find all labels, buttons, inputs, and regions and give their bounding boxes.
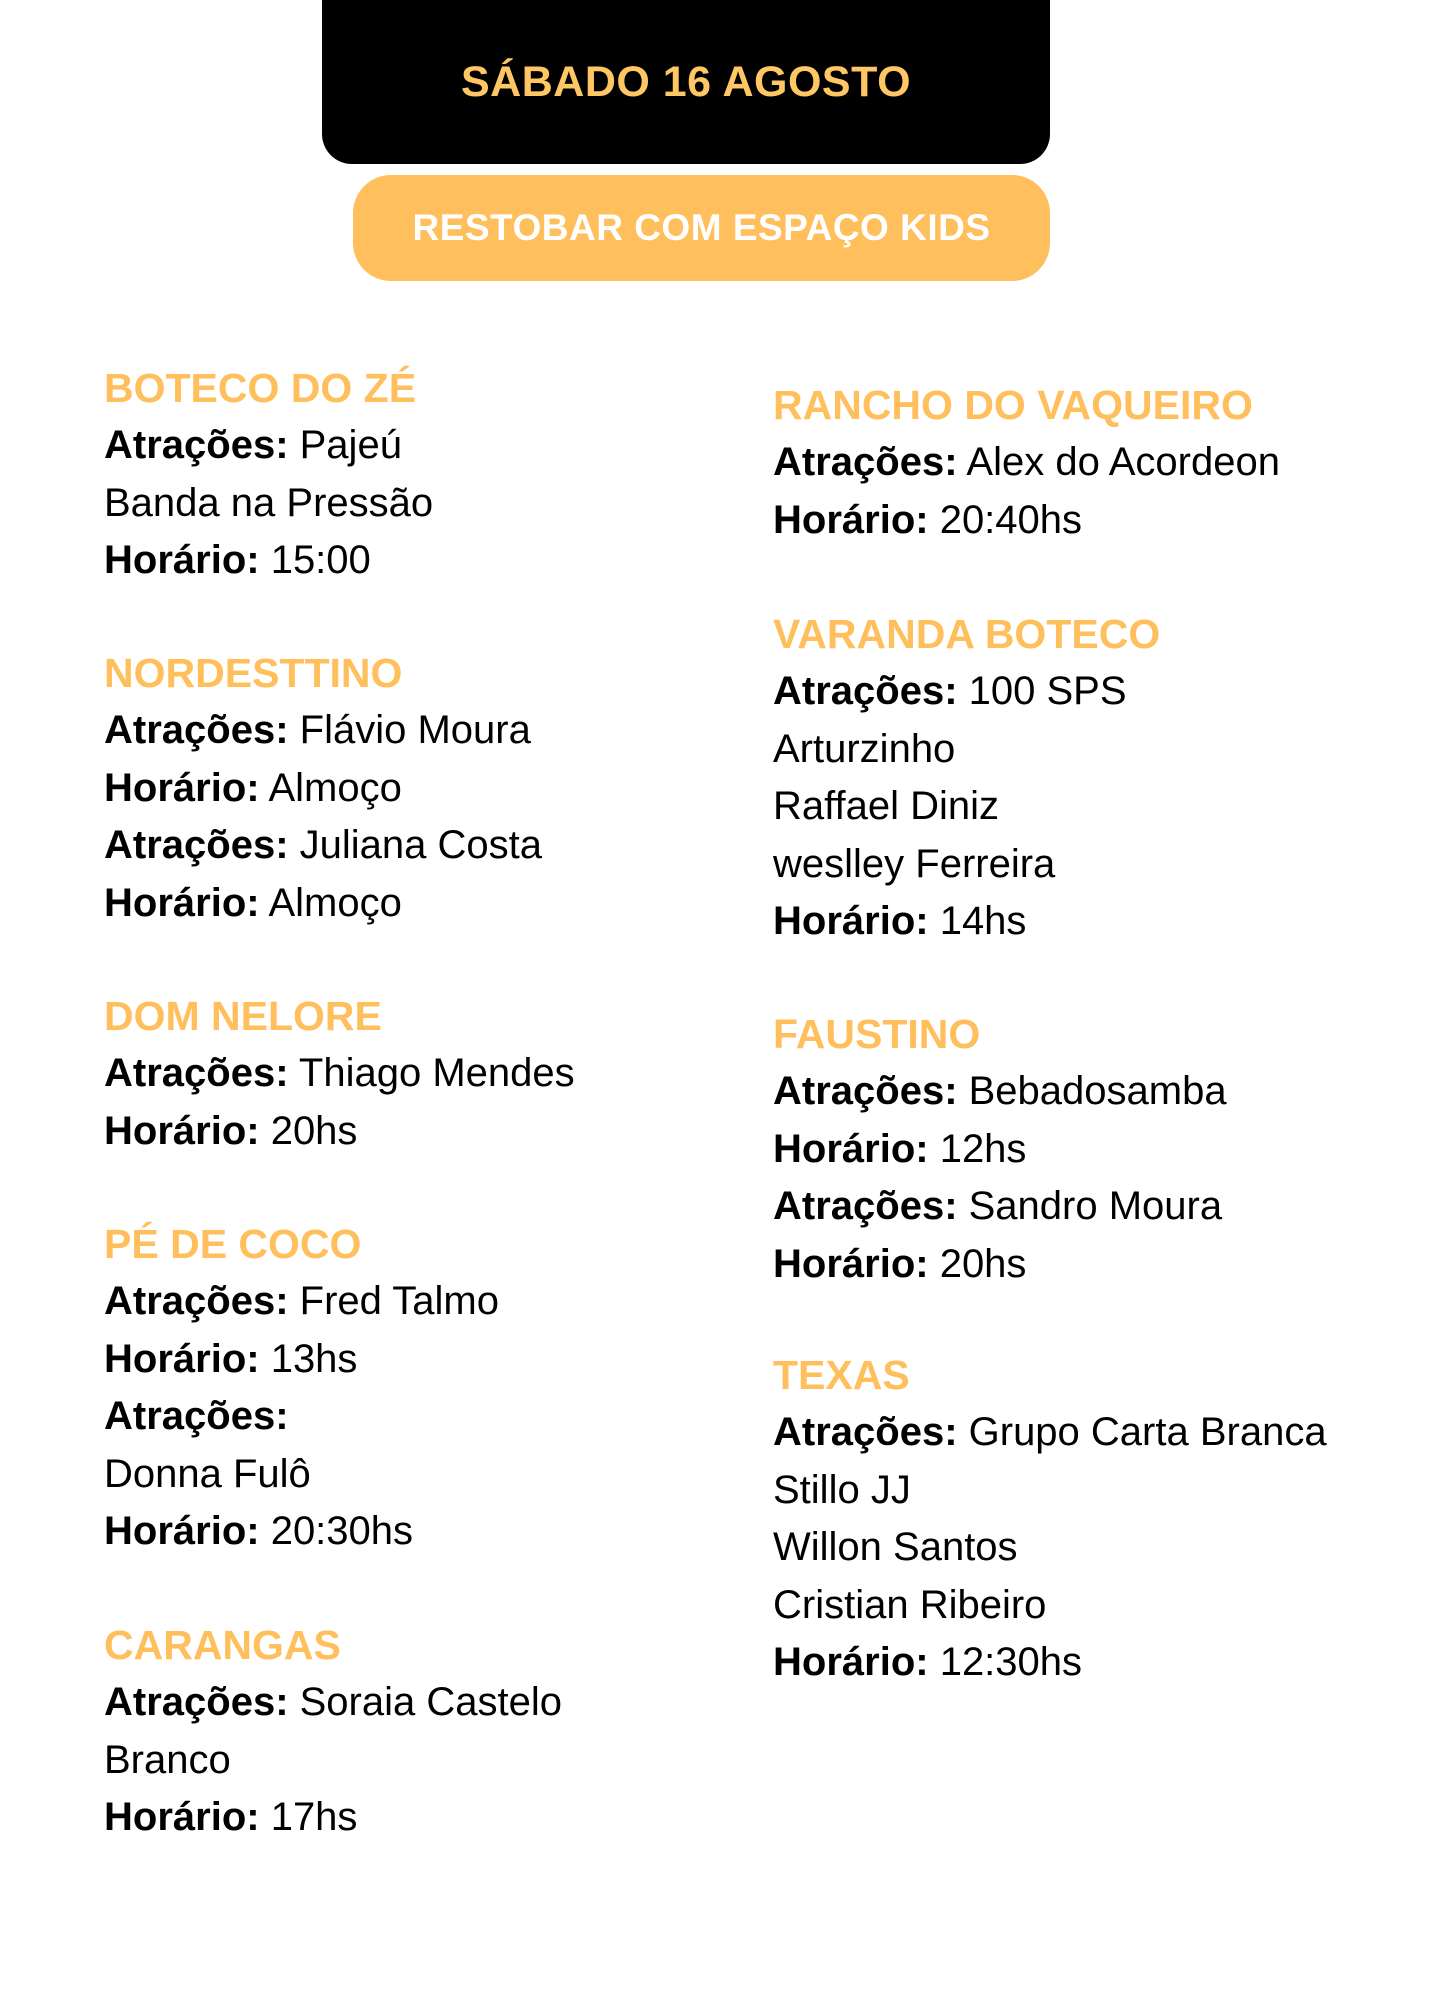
line-text: Willon Santos [773, 1525, 1018, 1569]
venue-line [773, 434, 1413, 492]
line-label: Horário: [773, 1241, 929, 1286]
subtitle-pill [353, 175, 1050, 281]
line-text: Donna Fulô [104, 1451, 311, 1496]
venue-dom-nelore [104, 988, 744, 1160]
venue-line [773, 1634, 1413, 1692]
venue-line [773, 492, 1413, 550]
line-label: Horário: [104, 1795, 260, 1839]
line-label: Horário: [104, 538, 260, 582]
venue-name: DOM NELORE [104, 993, 382, 1039]
line-text: Alex do Acordeon [957, 440, 1280, 484]
header-banner [322, 0, 1050, 164]
venue-nordesttino [104, 645, 744, 932]
venue-line [104, 1331, 744, 1389]
line-label: Horário: [104, 1108, 260, 1153]
line-text: 20:30hs [259, 1509, 414, 1553]
venue-rancho-do-vaqueiro [773, 377, 1413, 549]
line-text: 20hs [259, 1108, 358, 1153]
line-text: Bebadosamba [957, 1069, 1227, 1113]
line-text: Arturzinho [773, 726, 956, 771]
venue-line [104, 417, 744, 475]
venue-line [104, 1674, 744, 1732]
line-text: 20:40hs [928, 497, 1083, 542]
line-text: Flávio Moura [288, 708, 531, 752]
venue-line [104, 1103, 744, 1161]
line-text: Fred Talmo [288, 1279, 499, 1323]
line-text: 14hs [928, 899, 1027, 943]
line-text: Pajeú [288, 423, 402, 467]
venue-line [104, 1503, 744, 1561]
line-text: 13hs [259, 1336, 358, 1381]
line-text: 17hs [259, 1795, 358, 1839]
line-text: Stillo JJ [773, 1467, 911, 1512]
line-label: Horário: [773, 1640, 929, 1684]
line-text: Grupo Carta Branca [957, 1410, 1327, 1454]
line-text: weslley Ferreira [773, 841, 1056, 886]
line-text: 15:00 [259, 538, 371, 582]
line-label: Horário: [773, 899, 929, 943]
venue-faustino [773, 1006, 1413, 1293]
line-label: Atrações: [773, 1184, 958, 1228]
venue-line [773, 1462, 1413, 1520]
venue-line [104, 1732, 744, 1790]
venue-texas [773, 1347, 1413, 1692]
line-label: Horário: [104, 765, 260, 810]
line-text: Juliana Costa [288, 823, 542, 867]
venue-line [104, 875, 744, 933]
venue-line [773, 1577, 1413, 1635]
venue-boteco-do-ze [104, 360, 744, 590]
venue-line [773, 836, 1413, 894]
venue-line [104, 532, 744, 590]
line-label: Atrações: [773, 1410, 958, 1454]
line-label: Horário: [773, 497, 929, 542]
venue-line [773, 663, 1413, 721]
venue-line [773, 1519, 1413, 1577]
venue-line [773, 1236, 1413, 1294]
line-label: Atrações: [104, 1051, 289, 1095]
venue-line [773, 778, 1413, 836]
venue-line [104, 1446, 744, 1504]
line-text: Raffael Diniz [773, 784, 1000, 828]
venue-line [104, 760, 744, 818]
venue-name: BOTECO DO ZÉ [104, 365, 417, 411]
venue-line [773, 1178, 1413, 1236]
line-label: Atrações: [104, 1394, 289, 1438]
line-label: Horário: [773, 1126, 929, 1171]
venue-line [773, 893, 1413, 951]
venue-name: PÉ DE COCO [104, 1221, 362, 1267]
venue-carangas [104, 1617, 744, 1847]
venue-name: TEXAS [773, 1352, 910, 1398]
venue-name: VARANDA BOTECO [773, 611, 1161, 657]
venue-line [104, 1273, 744, 1331]
venue-pe-de-coco [104, 1216, 744, 1561]
line-text: 12hs [928, 1126, 1027, 1171]
line-label: Atrações: [773, 669, 958, 713]
line-text: Thiago Mendes [288, 1051, 575, 1095]
line-text: Cristian Ribeiro [773, 1582, 1047, 1627]
line-label: Atrações: [104, 708, 289, 752]
venue-line [104, 475, 744, 533]
venue-line [104, 1789, 744, 1847]
venue-name: RANCHO DO VAQUEIRO [773, 382, 1253, 428]
line-text: Almoço [259, 765, 402, 810]
page-subtitle: RESTOBAR COM ESPAÇO KIDS [412, 207, 991, 248]
venue-name: NORDESTTINO [104, 650, 403, 696]
line-label: Horário: [104, 880, 260, 925]
venue-name: FAUSTINO [773, 1011, 981, 1057]
line-label: Atrações: [104, 823, 289, 867]
venue-varanda-boteco [773, 606, 1413, 951]
line-text: Soraia Castelo [288, 1680, 562, 1724]
line-label: Atrações: [104, 1680, 289, 1724]
venue-line [773, 1404, 1413, 1462]
venue-line [104, 702, 744, 760]
venue-line [773, 1063, 1413, 1121]
venue-line [773, 721, 1413, 779]
venue-line [104, 1388, 744, 1446]
venue-line [773, 1121, 1413, 1179]
line-label: Atrações: [773, 1069, 958, 1113]
line-text: 12:30hs [928, 1640, 1083, 1684]
venue-line [104, 817, 744, 875]
venue-name: CARANGAS [104, 1622, 341, 1668]
line-label: Horário: [104, 1336, 260, 1381]
line-label: Atrações: [104, 1279, 289, 1323]
line-text: 20hs [928, 1241, 1027, 1286]
line-text: Branco [104, 1737, 231, 1782]
line-text: Banda na Pressão [104, 480, 434, 525]
line-label: Horário: [104, 1509, 260, 1553]
page-title: SÁBADO 16 AGOSTO [460, 57, 912, 106]
line-text: 100 SPS [957, 669, 1127, 713]
line-text: Sandro Moura [957, 1184, 1223, 1228]
venue-line [104, 1045, 744, 1103]
line-text: Almoço [259, 880, 402, 925]
line-label: Atrações: [104, 423, 289, 467]
line-label: Atrações: [773, 440, 958, 484]
